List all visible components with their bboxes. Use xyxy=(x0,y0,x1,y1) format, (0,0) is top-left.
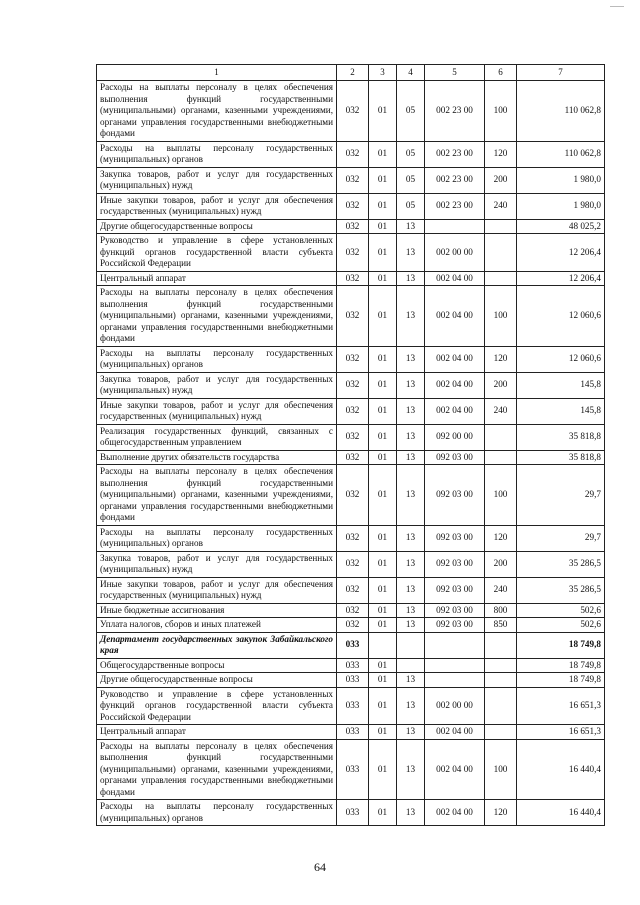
row-pr-cell: 13 xyxy=(397,450,425,465)
row-rz-cell: 01 xyxy=(369,687,397,725)
row-gr-cell: 032 xyxy=(337,286,369,347)
row-rz-cell: 01 xyxy=(369,424,397,450)
row-pr-cell: 05 xyxy=(397,141,425,167)
row-sum-cell: 18 749,8 xyxy=(517,658,605,673)
row-csr-cell: 002 04 00 xyxy=(425,398,485,424)
row-csr-cell: 092 03 00 xyxy=(425,577,485,603)
row-pr-cell: 13 xyxy=(397,603,425,618)
row-vr-cell: 800 xyxy=(485,603,517,618)
row-gr-cell: 033 xyxy=(337,632,369,658)
row-name-cell: Расходы на выплаты персоналу в целях обеспечения выполнения функций государственными (муниципальными) органами, казенными учреждениями, органами управления государственными внебюджетными фондами xyxy=(97,286,337,347)
header-cell-name: 1 xyxy=(97,65,337,81)
table-row xyxy=(97,141,605,167)
table-row xyxy=(97,687,605,725)
row-name-cell: Центральный аппарат xyxy=(97,271,337,286)
row-gr-cell: 032 xyxy=(337,551,369,577)
row-vr-cell: 120 xyxy=(485,346,517,372)
row-pr-cell: 13 xyxy=(397,346,425,372)
row-csr-cell: 002 23 00 xyxy=(425,167,485,193)
row-pr-cell: 13 xyxy=(397,219,425,234)
table-row xyxy=(97,450,605,465)
row-gr-cell: 032 xyxy=(337,193,369,219)
row-pr-cell: 13 xyxy=(397,725,425,740)
row-name-cell: Закупка товаров, работ и услуг для государственных (муниципальных) нужд xyxy=(97,372,337,398)
row-gr-cell: 032 xyxy=(337,219,369,234)
row-rz-cell: 01 xyxy=(369,234,397,272)
row-rz-cell: 01 xyxy=(369,577,397,603)
table-row xyxy=(97,725,605,740)
row-name-cell: Другие общегосударственные вопросы xyxy=(97,219,337,234)
row-gr-cell: 032 xyxy=(337,81,369,142)
row-name-cell: Закупка товаров, работ и услуг для государственных (муниципальных) нужд xyxy=(97,551,337,577)
row-rz-cell: 01 xyxy=(369,618,397,633)
row-gr-cell: 032 xyxy=(337,465,369,526)
row-rz-cell: 01 xyxy=(369,603,397,618)
table-row xyxy=(97,525,605,551)
row-vr-cell xyxy=(485,234,517,272)
table-row xyxy=(97,81,605,142)
row-rz-cell: 01 xyxy=(369,398,397,424)
row-csr-cell: 092 03 00 xyxy=(425,450,485,465)
row-name-cell: Руководство и управление в сфере установленных функций органов государственной власти субъекта Российской Федерации xyxy=(97,687,337,725)
row-name-cell: Выполнение других обязательств государства xyxy=(97,450,337,465)
row-vr-cell: 200 xyxy=(485,372,517,398)
table-row xyxy=(97,800,605,826)
row-vr-cell: 100 xyxy=(485,465,517,526)
row-rz-cell xyxy=(369,632,397,658)
row-vr-cell xyxy=(485,658,517,673)
row-sum-cell: 110 062,8 xyxy=(517,81,605,142)
row-gr-cell: 032 xyxy=(337,618,369,633)
row-sum-cell: 12 060,6 xyxy=(517,346,605,372)
row-vr-cell: 100 xyxy=(485,739,517,800)
table-row xyxy=(97,234,605,272)
row-pr-cell: 05 xyxy=(397,81,425,142)
row-rz-cell: 01 xyxy=(369,658,397,673)
row-sum-cell: 29,7 xyxy=(517,525,605,551)
table-row xyxy=(97,167,605,193)
row-gr-cell: 032 xyxy=(337,603,369,618)
table-row xyxy=(97,219,605,234)
scan-mark xyxy=(610,6,624,7)
table-row xyxy=(97,577,605,603)
row-sum-cell: 12 206,4 xyxy=(517,271,605,286)
row-sum-cell: 16 440,4 xyxy=(517,739,605,800)
row-rz-cell: 01 xyxy=(369,739,397,800)
header-row xyxy=(97,65,605,81)
row-rz-cell: 01 xyxy=(369,673,397,688)
row-name-cell: Департамент государственных закупок Забайкальского края xyxy=(97,632,337,658)
row-csr-cell: 002 04 00 xyxy=(425,286,485,347)
row-vr-cell xyxy=(485,219,517,234)
row-vr-cell: 850 xyxy=(485,618,517,633)
row-name-cell: Расходы на выплаты персоналу государственных (муниципальных) органов xyxy=(97,141,337,167)
row-csr-cell xyxy=(425,658,485,673)
row-vr-cell: 120 xyxy=(485,525,517,551)
row-sum-cell: 35 818,8 xyxy=(517,424,605,450)
header-cell-rz: 3 xyxy=(369,65,397,81)
row-gr-cell: 033 xyxy=(337,800,369,826)
table-row xyxy=(97,424,605,450)
row-gr-cell: 032 xyxy=(337,525,369,551)
row-pr-cell: 13 xyxy=(397,424,425,450)
row-pr-cell: 05 xyxy=(397,167,425,193)
row-sum-cell: 502,6 xyxy=(517,618,605,633)
row-csr-cell: 002 04 00 xyxy=(425,800,485,826)
table-row xyxy=(97,551,605,577)
row-csr-cell: 002 00 00 xyxy=(425,234,485,272)
row-vr-cell: 200 xyxy=(485,167,517,193)
row-vr-cell xyxy=(485,424,517,450)
row-name-cell: Иные бюджетные ассигнования xyxy=(97,603,337,618)
row-csr-cell xyxy=(425,632,485,658)
row-csr-cell: 092 03 00 xyxy=(425,551,485,577)
row-sum-cell: 145,8 xyxy=(517,398,605,424)
row-pr-cell: 13 xyxy=(397,618,425,633)
row-name-cell: Расходы на выплаты персоналу государственных (муниципальных) органов xyxy=(97,346,337,372)
row-pr-cell: 13 xyxy=(397,372,425,398)
row-vr-cell xyxy=(485,725,517,740)
row-gr-cell: 032 xyxy=(337,450,369,465)
row-csr-cell: 002 04 00 xyxy=(425,372,485,398)
row-gr-cell: 032 xyxy=(337,372,369,398)
row-sum-cell: 1 980,0 xyxy=(517,167,605,193)
row-vr-cell: 200 xyxy=(485,551,517,577)
table-row xyxy=(97,372,605,398)
row-vr-cell xyxy=(485,673,517,688)
row-csr-cell: 002 04 00 xyxy=(425,725,485,740)
row-sum-cell: 16 651,3 xyxy=(517,687,605,725)
row-sum-cell: 29,7 xyxy=(517,465,605,526)
row-sum-cell: 110 062,8 xyxy=(517,141,605,167)
row-name-cell: Расходы на выплаты персоналу в целях обеспечения выполнения функций государственными (муниципальными) органами, казенными учреждениями, органами управления государственными внебюджетными фондами xyxy=(97,739,337,800)
row-sum-cell: 35 818,8 xyxy=(517,450,605,465)
row-name-cell: Закупка товаров, работ и услуг для государственных (муниципальных) нужд xyxy=(97,167,337,193)
row-gr-cell: 033 xyxy=(337,739,369,800)
row-name-cell: Расходы на выплаты персоналу в целях обеспечения выполнения функций государственными (муниципальными) органами, казенными учреждениями, органами управления государственными внебюджетными фондами xyxy=(97,465,337,526)
row-rz-cell: 01 xyxy=(369,219,397,234)
row-vr-cell: 240 xyxy=(485,398,517,424)
row-sum-cell: 12 206,4 xyxy=(517,234,605,272)
row-gr-cell: 032 xyxy=(337,346,369,372)
row-csr-cell: 002 23 00 xyxy=(425,193,485,219)
row-rz-cell: 01 xyxy=(369,725,397,740)
row-pr-cell: 13 xyxy=(397,286,425,347)
row-rz-cell: 01 xyxy=(369,450,397,465)
row-csr-cell: 092 03 00 xyxy=(425,525,485,551)
row-name-cell: Иные закупки товаров, работ и услуг для обеспечения государственных (муниципальных) нужд xyxy=(97,577,337,603)
table-row xyxy=(97,465,605,526)
table-row xyxy=(97,603,605,618)
row-gr-cell: 032 xyxy=(337,167,369,193)
row-vr-cell xyxy=(485,271,517,286)
row-sum-cell: 18 749,8 xyxy=(517,673,605,688)
row-rz-cell: 01 xyxy=(369,465,397,526)
page-number: 64 xyxy=(314,860,326,874)
row-pr-cell: 13 xyxy=(397,271,425,286)
row-rz-cell: 01 xyxy=(369,372,397,398)
row-sum-cell: 1 980,0 xyxy=(517,193,605,219)
row-sum-cell: 35 286,5 xyxy=(517,551,605,577)
row-gr-cell: 032 xyxy=(337,271,369,286)
row-rz-cell: 01 xyxy=(369,193,397,219)
row-name-cell: Расходы на выплаты персоналу государственных (муниципальных) органов xyxy=(97,800,337,826)
row-gr-cell: 033 xyxy=(337,658,369,673)
row-csr-cell: 002 04 00 xyxy=(425,739,485,800)
row-gr-cell: 032 xyxy=(337,234,369,272)
row-pr-cell xyxy=(397,658,425,673)
row-gr-cell: 033 xyxy=(337,673,369,688)
table-body xyxy=(97,81,605,826)
row-sum-cell: 145,8 xyxy=(517,372,605,398)
row-gr-cell: 032 xyxy=(337,398,369,424)
row-vr-cell: 240 xyxy=(485,193,517,219)
row-rz-cell: 01 xyxy=(369,800,397,826)
table-row xyxy=(97,398,605,424)
row-name-cell: Реализация государственных функций, связанных с общегосударственным управлением xyxy=(97,424,337,450)
row-pr-cell: 13 xyxy=(397,673,425,688)
row-name-cell: Расходы на выплаты персоналу в целях обеспечения выполнения функций государственными (муниципальными) органами, казенными учреждениями, органами управления государственными внебюджетными фондами xyxy=(97,81,337,142)
row-gr-cell: 033 xyxy=(337,687,369,725)
row-rz-cell: 01 xyxy=(369,346,397,372)
table-row xyxy=(97,658,605,673)
row-pr-cell: 13 xyxy=(397,234,425,272)
row-vr-cell xyxy=(485,450,517,465)
row-sum-cell: 502,6 xyxy=(517,603,605,618)
table-row xyxy=(97,346,605,372)
row-rz-cell: 01 xyxy=(369,141,397,167)
row-name-cell: Иные закупки товаров, работ и услуг для обеспечения государственных (муниципальных) нужд xyxy=(97,193,337,219)
row-pr-cell: 13 xyxy=(397,398,425,424)
row-pr-cell: 13 xyxy=(397,739,425,800)
row-rz-cell: 01 xyxy=(369,167,397,193)
row-gr-cell: 032 xyxy=(337,424,369,450)
header-cell-sum: 7 xyxy=(517,65,605,81)
row-gr-cell: 032 xyxy=(337,577,369,603)
header-cell-vr: 6 xyxy=(485,65,517,81)
row-sum-cell: 16 651,3 xyxy=(517,725,605,740)
row-csr-cell xyxy=(425,673,485,688)
row-pr-cell: 13 xyxy=(397,551,425,577)
row-vr-cell: 100 xyxy=(485,81,517,142)
table-row xyxy=(97,673,605,688)
row-pr-cell: 13 xyxy=(397,465,425,526)
row-sum-cell: 18 749,8 xyxy=(517,632,605,658)
row-pr-cell: 05 xyxy=(397,193,425,219)
row-name-cell: Иные закупки товаров, работ и услуг для обеспечения государственных (муниципальных) нужд xyxy=(97,398,337,424)
row-csr-cell: 002 00 00 xyxy=(425,687,485,725)
row-name-cell: Центральный аппарат xyxy=(97,725,337,740)
row-csr-cell: 002 04 00 xyxy=(425,271,485,286)
row-sum-cell: 35 286,5 xyxy=(517,577,605,603)
budget-table xyxy=(96,64,605,826)
row-sum-cell: 48 025,2 xyxy=(517,219,605,234)
row-name-cell: Уплата налогов, сборов и иных платежей xyxy=(97,618,337,633)
row-vr-cell: 240 xyxy=(485,577,517,603)
row-csr-cell: 092 03 00 xyxy=(425,465,485,526)
row-pr-cell: 13 xyxy=(397,525,425,551)
row-rz-cell: 01 xyxy=(369,81,397,142)
row-csr-cell: 092 00 00 xyxy=(425,424,485,450)
row-vr-cell: 120 xyxy=(485,800,517,826)
table-row xyxy=(97,193,605,219)
header-cell-csr: 5 xyxy=(425,65,485,81)
row-name-cell: Руководство и управление в сфере установленных функций органов государственной власти субъекта Российской Федерации xyxy=(97,234,337,272)
table-row xyxy=(97,286,605,347)
row-name-cell: Общегосударственные вопросы xyxy=(97,658,337,673)
row-rz-cell: 01 xyxy=(369,271,397,286)
row-gr-cell: 033 xyxy=(337,725,369,740)
row-name-cell: Расходы на выплаты персоналу государственных (муниципальных) органов xyxy=(97,525,337,551)
row-vr-cell: 100 xyxy=(485,286,517,347)
row-sum-cell: 12 060,6 xyxy=(517,286,605,347)
table-row xyxy=(97,618,605,633)
row-pr-cell: 13 xyxy=(397,800,425,826)
table-row xyxy=(97,739,605,800)
row-pr-cell: 13 xyxy=(397,577,425,603)
table-row xyxy=(97,632,605,658)
row-vr-cell: 120 xyxy=(485,141,517,167)
row-vr-cell xyxy=(485,632,517,658)
header-cell-pr: 4 xyxy=(397,65,425,81)
row-csr-cell: 092 03 00 xyxy=(425,618,485,633)
row-csr-cell: 002 23 00 xyxy=(425,141,485,167)
row-csr-cell: 092 03 00 xyxy=(425,603,485,618)
row-csr-cell: 002 04 00 xyxy=(425,346,485,372)
row-csr-cell xyxy=(425,219,485,234)
row-vr-cell xyxy=(485,687,517,725)
row-csr-cell: 002 23 00 xyxy=(425,81,485,142)
row-rz-cell: 01 xyxy=(369,286,397,347)
row-rz-cell: 01 xyxy=(369,525,397,551)
table-row xyxy=(97,271,605,286)
row-pr-cell xyxy=(397,632,425,658)
row-rz-cell: 01 xyxy=(369,551,397,577)
row-gr-cell: 032 xyxy=(337,141,369,167)
header-cell-gr: 2 xyxy=(337,65,369,81)
row-sum-cell: 16 440,4 xyxy=(517,800,605,826)
row-pr-cell: 13 xyxy=(397,687,425,725)
row-name-cell: Другие общегосударственные вопросы xyxy=(97,673,337,688)
